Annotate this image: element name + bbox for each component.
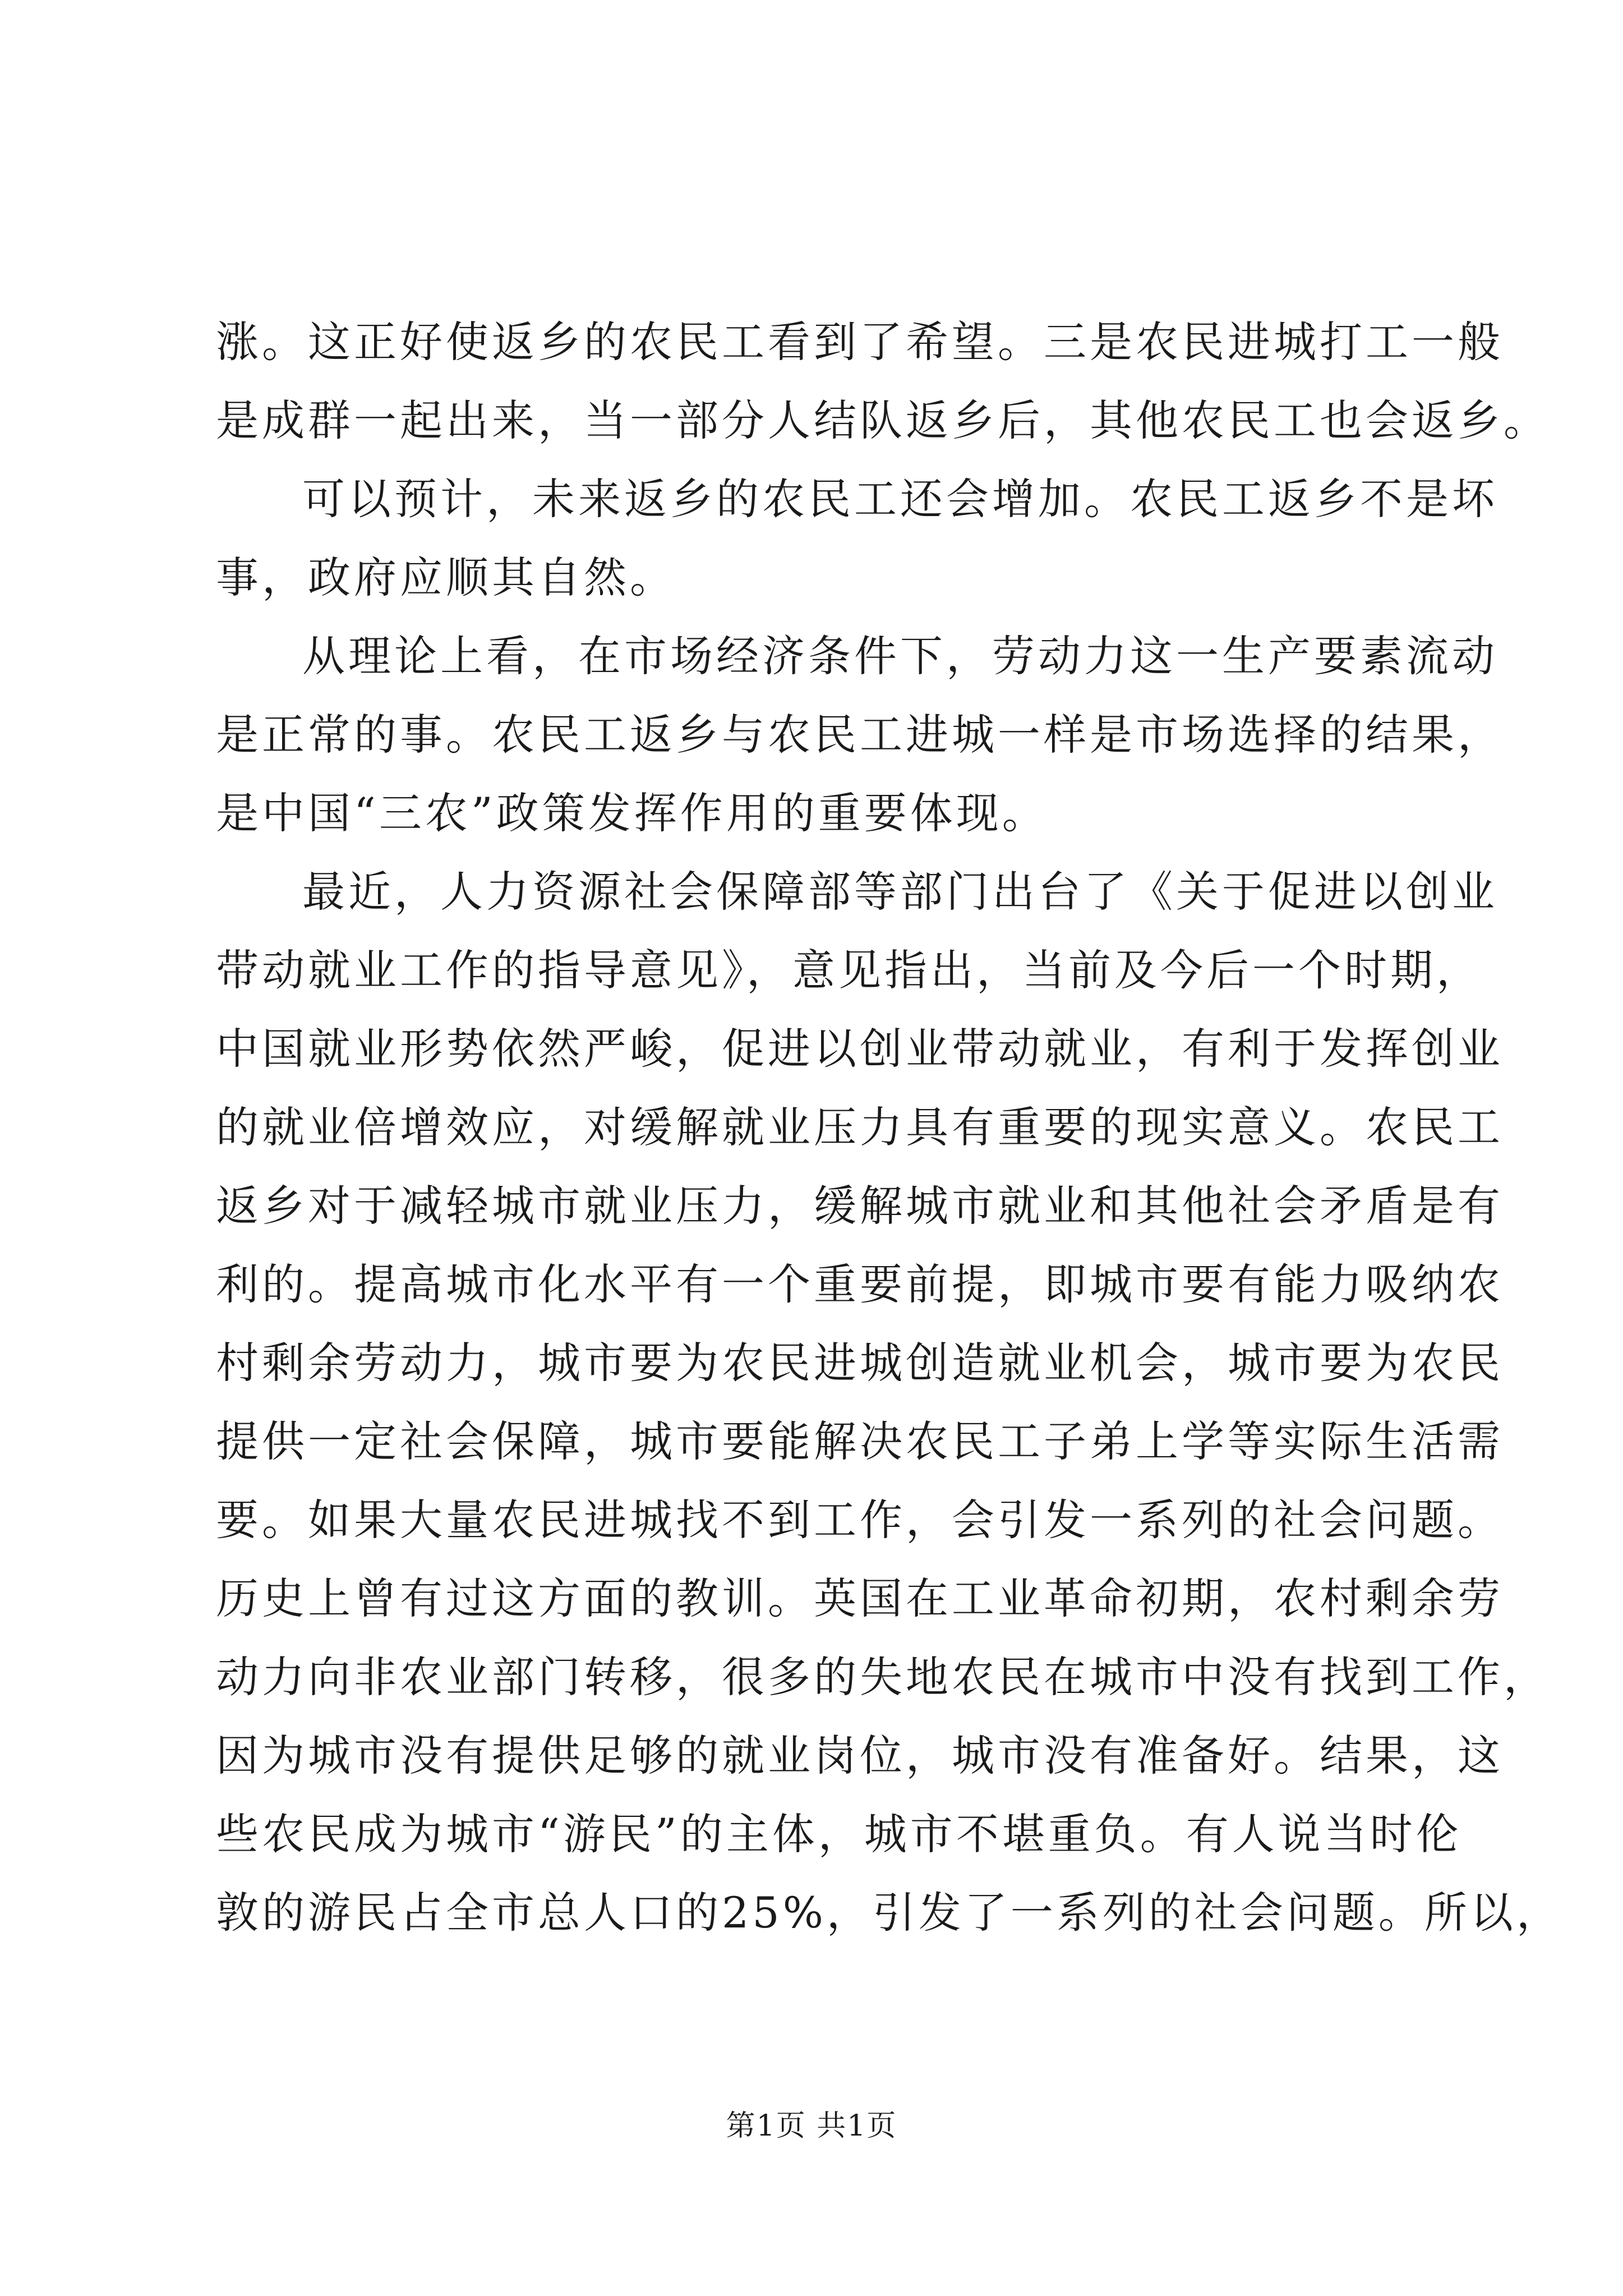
text-line: 返乡对于减轻城市就业压力，缓解城市就业和其他社会矛盾是有 <box>216 1181 1504 1231</box>
text-line: 些农民成为城市“游民”的主体，城市不堪重负。有人说当时伦 <box>216 1809 1462 1859</box>
text-line: 要。如果大量农民进城找不到工作，会引发一系列的社会问题。 <box>216 1495 1504 1545</box>
text-line: 是成群一起出来，当一部分人结队返乡后，其他农民工也会返乡。 <box>216 395 1550 445</box>
text-line: 带动就业工作的指导意见》，意见指出，当前及今后一个时期， <box>216 945 1482 995</box>
text-line: 敦的游民占全市总人口的25%，引发了一系列的社会问题。所以， <box>216 1888 1562 1938</box>
text-line: 历史上曾有过这方面的教训。英国在工业革命初期，农村剩余劳 <box>216 1573 1504 1623</box>
page-footer: 第1页 共1页 <box>726 2109 897 2143</box>
text-line: 最近，人力资源社会保障部等部门出台了《关于促进以创业 <box>302 867 1498 917</box>
text-line: 从理论上看，在市场经济条件下，劳动力这一生产要素流动 <box>302 631 1498 681</box>
text-line: 利的。提高城市化水平有一个重要前提，即城市要有能力吸纳农 <box>216 1259 1504 1309</box>
text-line: 因为城市没有提供足够的就业岗位，城市没有准备好。结果，这 <box>216 1731 1504 1780</box>
text-line: 是中国“三农”政策发挥作用的重要体现。 <box>216 788 1048 838</box>
body-text <box>216 303 1562 1952</box>
text-line: 涨。这正好使返乡的农民工看到了希望。三是农民进城打工一般 <box>216 317 1504 367</box>
text-line: 的就业倍增效应，对缓解就业压力具有重要的现实意义。农民工 <box>216 1102 1504 1152</box>
text-line: 中国就业形势依然严峻，促进以创业带动就业，有利于发挥创业 <box>216 1024 1504 1074</box>
text-line: 可以预计，未来返乡的农民工还会增加。农民工返乡不是坏 <box>302 474 1498 524</box>
text-line: 事，政府应顺其自然。 <box>216 553 676 602</box>
text-line: 动力向非农业部门转移，很多的失地农民在城市中没有找到工作， <box>216 1652 1550 1702</box>
text-line: 是正常的事。农民工返乡与农民工进城一样是市场选择的结果， <box>216 710 1504 760</box>
text-line: 村剩余劳动力，城市要为农民进城创造就业机会，城市要为农民 <box>216 1338 1504 1388</box>
text-line: 提供一定社会保障，城市要能解决农民工子弟上学等实际生活需 <box>216 1416 1504 1466</box>
